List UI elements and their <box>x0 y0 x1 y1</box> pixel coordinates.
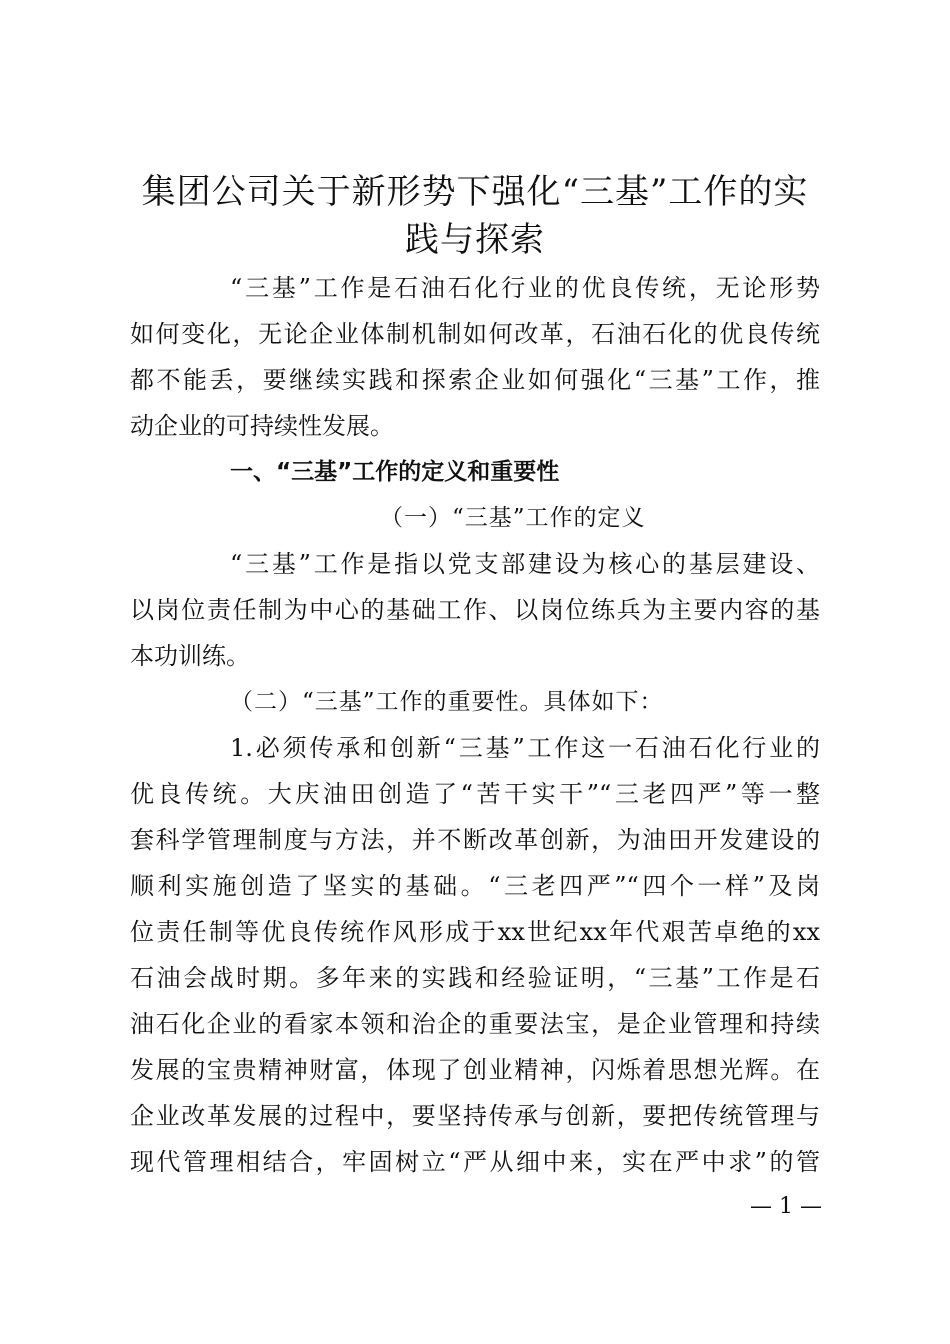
document-title-line-1: 集团公司关于新形势下强化“三基”工作的实 <box>141 172 809 212</box>
point-line: 1.必须传承和创新“三基”工作这一石油石化行业的 <box>230 734 820 762</box>
point-line: 企业改革发展的过程中，要坚持传承与创新，要把传统管理与 <box>130 1102 820 1130</box>
subsection-heading: （二）“三基”工作的重要性。具体如下： <box>230 689 664 715</box>
page-number: — 1 — <box>750 1194 822 1219</box>
point-line: 油石化企业的看家本领和治企的重要法宝，是企业管理和持续 <box>130 1010 820 1038</box>
section-heading: 一、“三基”工作的定义和重要性 <box>230 459 560 485</box>
point-line: 发展的宝贵精神财富，体现了创业精神，闪烁着思想光辉。在 <box>130 1056 820 1084</box>
definition-line: 以岗位责任制为中心的基础工作、以岗位练兵为主要内容的基 <box>130 596 820 624</box>
point-line: 位责任制等优良传统作风形成于xx世纪xx年代艰苦卓绝的xx <box>130 918 820 946</box>
point-line: 现代管理相结合，牢固树立“严从细中来，实在严中求”的管 <box>130 1148 820 1176</box>
point-line: 优良传统。大庆油田创造了“苦干实干”“三老四严”等一整 <box>130 780 820 808</box>
document-title-line-2: 践与探索 <box>405 220 545 260</box>
definition-line: 本功训练。 <box>130 642 250 670</box>
definition-line: “三基”工作是指以党支部建设为核心的基层建设、 <box>230 550 820 578</box>
intro-line: 动企业的可持续性发展。 <box>130 412 394 440</box>
point-line: 套科学管理制度与方法，并不断改革创新，为油田开发建设的 <box>130 826 820 854</box>
intro-line: 如何变化，无论企业体制机制如何改革，石油石化的优良传统 <box>130 320 820 348</box>
intro-line: 都不能丢，要继续实践和探索企业如何强化“三基”工作，推 <box>130 366 820 394</box>
point-line: 石油会战时期。多年来的实践和经验证明，“三基”工作是石 <box>130 964 820 992</box>
point-line: 顺利实施创造了坚实的基础。“三老四严”“四个一样”及岗 <box>130 872 820 900</box>
intro-line: “三基”工作是石油石化行业的优良传统，无论形势 <box>230 274 820 302</box>
subsection-heading: （一）“三基”工作的定义 <box>380 505 646 531</box>
